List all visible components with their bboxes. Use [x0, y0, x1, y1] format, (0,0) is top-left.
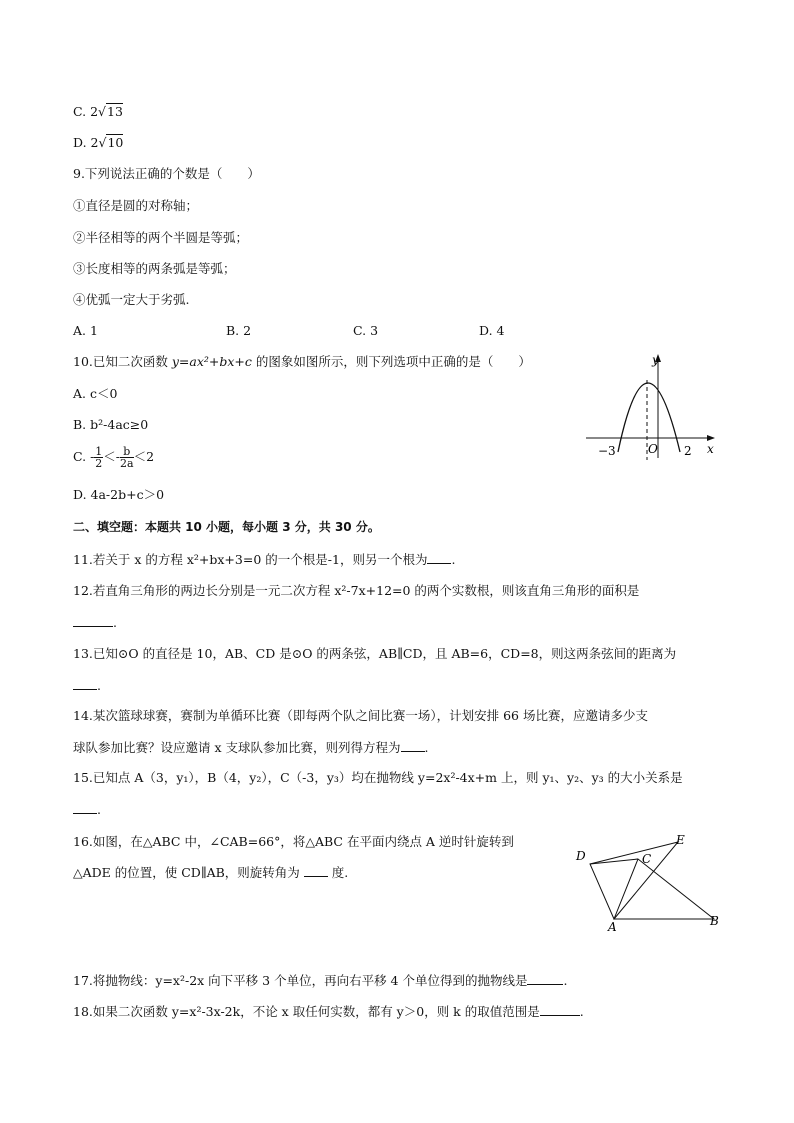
q10-option-b: B. b²-4ac≥0 [73, 417, 149, 432]
q16-blank [304, 864, 328, 877]
q17-text [73, 972, 567, 989]
section-2-heading: 二、填空题：本题共 10 小题，每小题 3 分，共 30 分。 [73, 520, 380, 534]
q10-option-c-label: C. - [73, 449, 95, 464]
q8-option-c-label: C. [73, 104, 91, 119]
q9-stem: 9.下列说法正确的个数是（ ） [73, 166, 260, 181]
q14-blank [401, 739, 425, 752]
q18-period: . [579, 1004, 584, 1019]
fraction-b-numerator: b [120, 446, 134, 458]
q16-stem-2: △ADE 的位置，使 CD∥AB，则旋转角为 [73, 865, 300, 880]
q8-option-d-coef: 2 [90, 135, 99, 150]
q12-period: . [113, 615, 117, 630]
q10-option-c-mid: ＜- [103, 449, 121, 464]
q10-option-d: D. 4a-2b+c＞0 [73, 487, 165, 502]
q12-blank [73, 614, 113, 627]
q16-rotation-figure [572, 832, 732, 932]
x-axis-arrow-icon [707, 435, 715, 441]
q13-period: . [97, 678, 101, 693]
q11-blank [427, 551, 451, 564]
point-e-label: E [676, 833, 685, 847]
q18-blank [540, 1003, 580, 1016]
q9-statement-2: ②半径相等的两个半圆是等弧； [73, 230, 249, 245]
q13-text: 13.已知⊙O 的直径是 10，AB、CD 是⊙O 的两条弦，AB∥CD，且 AB=6，CD=8，则这两条弦间的距离为 [73, 646, 677, 661]
q8-option-d-radicand: 10 [107, 135, 124, 150]
triangle-abc [614, 859, 714, 919]
q14-period: . [424, 740, 429, 755]
fraction-2a-denominator: 2a [120, 457, 134, 470]
q12-text: 12.若直角三角形的两边长分别是一元二次方程 x²-7x+12=0 的两个实数根，则该直角三角形的面积是 [73, 583, 640, 598]
q10-formula: y=ax²+bx+c [171, 354, 252, 369]
point-d-label: D [576, 849, 586, 863]
q8-option-d-label: D. [73, 135, 91, 150]
q16-unit: 度. [331, 865, 349, 880]
fraction-half-numerator: 1 [95, 445, 103, 458]
q10-stem-suffix: 的图象如图所示，则下列选项中正确的是（ ） [251, 354, 531, 369]
q8-option-c-coef: 2 [90, 104, 99, 119]
q11-text [73, 551, 455, 568]
left-root-label: −3 [598, 444, 616, 458]
q8-option-c: C. 2√13 [73, 104, 123, 119]
fraction-b-over-2a [120, 446, 134, 469]
q12-answer-line [73, 614, 117, 631]
fraction-half-denominator: 2 [95, 457, 103, 470]
right-root-label: 2 [684, 444, 692, 458]
y-axis-label: y [652, 353, 659, 367]
q15-answer-line [73, 801, 101, 818]
q10-stem-prefix: 10.已知二次函数 [73, 354, 172, 369]
q13-answer-line [73, 677, 101, 694]
q14-stem-2: 球队参加比赛？设应邀请 x 支球队参加比赛，则列得方程为 [73, 740, 401, 755]
q14-text: 14.某次篮球球赛，赛制为单循环比赛（即每两个队之间比赛一场），计划安排 66 场比赛，应邀请多少支 [73, 708, 648, 723]
q17-stem: 17.将抛物线：y=x²-2x 向下平移 3 个单位，再向右平移 4 个单位得到的抛物线是 [73, 973, 528, 988]
q11-stem: 11.若关于 x 的方程 x²+bx+3=0 的一个根是-1，则另一个根为 [73, 552, 428, 567]
q9-option-b: B. 2 [226, 323, 252, 338]
q17-blank [527, 972, 563, 985]
q10-parabola-graph [580, 350, 725, 460]
q10-option-c-end: ＜2 [133, 449, 155, 464]
q13-blank [73, 677, 97, 690]
q9-statement-1: ①直径是圆的对称轴； [73, 198, 199, 213]
segment-cd [590, 859, 638, 864]
q16-text-2 [73, 864, 348, 881]
q15-text: 15.已知点 A（3，y₁），B（4，y₂），C（-3，y₃）均在抛物线 y=2x²-4x+m 上，则 y₁、y₂、y₃ 的大小关系是 [73, 770, 683, 785]
q18-text [73, 1003, 584, 1020]
origin-label: O [648, 442, 658, 456]
q9-option-d: D. 4 [479, 323, 505, 338]
point-b-label: B [710, 914, 719, 928]
q16-text: 16.如图，在△ABC 中，∠CAB=66°，将△ABC 在平面内绕点 A 逆时针旋转到 [73, 834, 514, 849]
q18-stem: 18.如果二次函数 y=x²-3x-2k，不论 x 取任何实数，都有 y＞0，则 k 的取值范围是 [73, 1004, 540, 1019]
fraction-half [94, 446, 103, 469]
q11-period: . [451, 552, 456, 567]
q14-text-2 [73, 739, 428, 756]
q8-option-c-radicand: 13 [107, 104, 123, 119]
q10-option-c [73, 443, 154, 471]
q10-option-a: A. c＜0 [73, 386, 118, 401]
q9-option-c: C. 3 [353, 323, 379, 338]
q9-statement-4: ④优弧一定大于劣弧. [73, 292, 190, 307]
q15-period: . [97, 802, 101, 817]
q9-option-a: A. 1 [73, 323, 98, 338]
q15-blank [73, 801, 97, 814]
point-c-label: C [642, 852, 652, 866]
x-axis-label: x [707, 442, 714, 456]
q9-statement-3: ③长度相等的两条弧是等弧； [73, 261, 236, 276]
point-a-label: A [608, 920, 617, 932]
q17-period: . [563, 973, 568, 988]
q8-option-d: D. 2√10 [73, 135, 124, 150]
q10-stem [73, 354, 531, 370]
